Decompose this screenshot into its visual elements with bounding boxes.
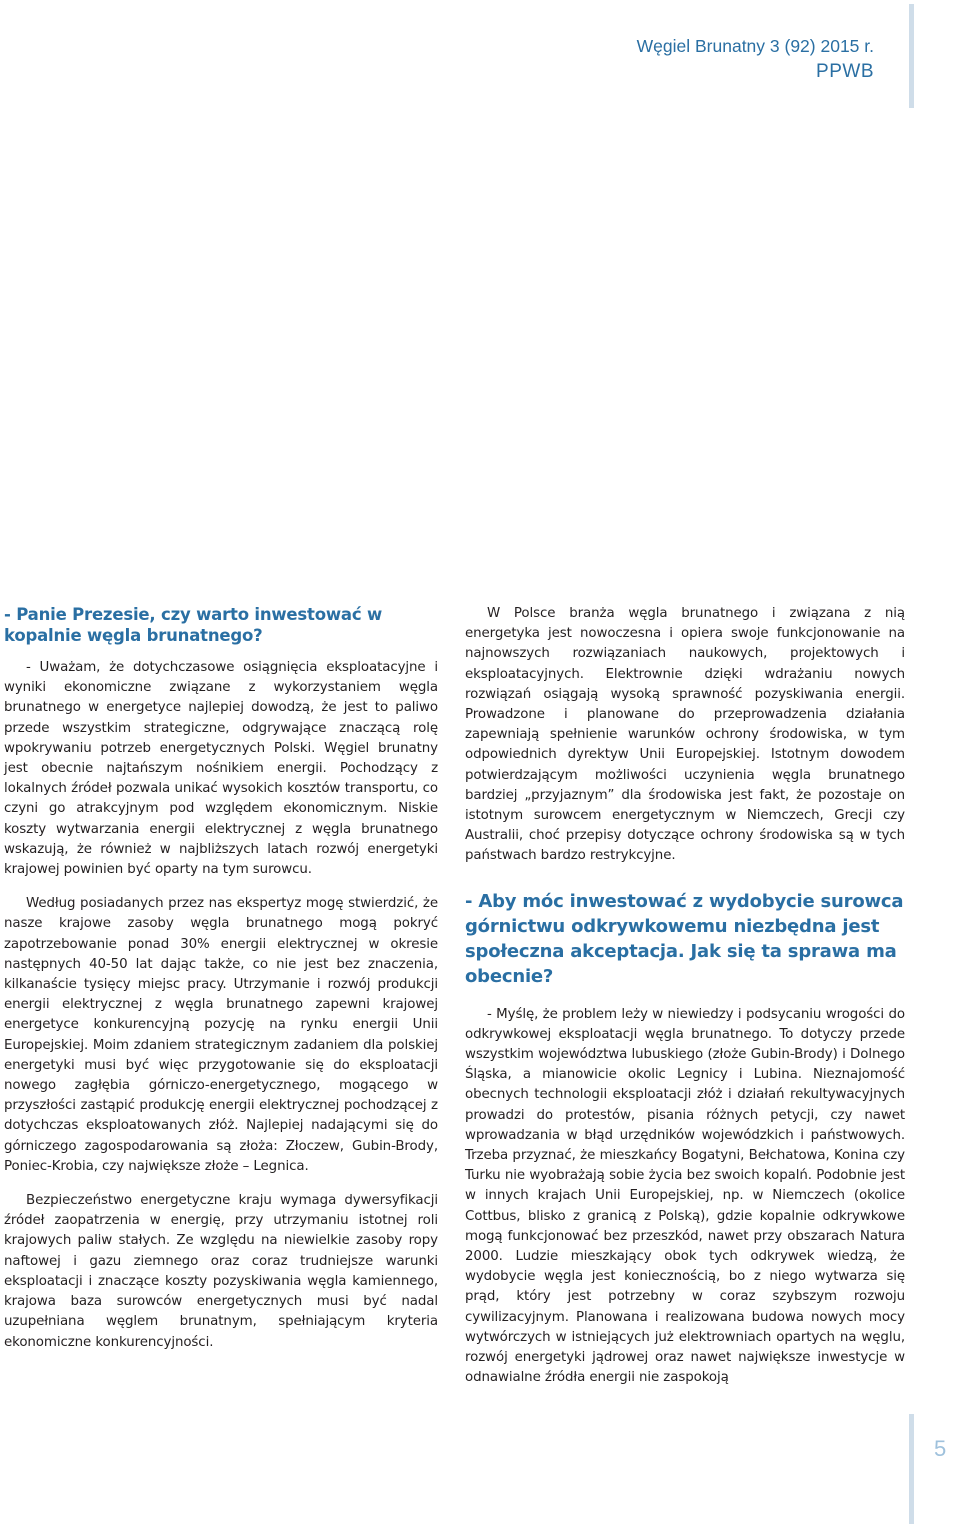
right-column: [465, 604, 905, 1403]
left-column: [4, 604, 438, 1367]
interview-question-1: - Panie Prezesie, czy warto inwestować w kopalnie węgla brunatnego?: [4, 605, 383, 645]
body-paragraph: - Uważam, że dotychczasowe osiągnięcia eksploatacyjne i wyniki ekonomiczne związane z wykorzystaniem węgla brunatnego w energetyce najlepiej dowodzą, że jest to paliwo przede wszystkim strategiczne, odgrywające znaczącą rolę wpokrywaniu potrzeb energetycznych Polski. Węgiel brunatny jest obecnie najtańszym nośnikiem energii. Pochodzący z lokalnych źródeł pozwala unikać wysokich kosztów transportu, co czyni go atrakcyjnym pod względem ekonomicznym. Niskie koszty wytwarzania energii elektrycznej z węgla brunatnego wskazują, że również w najbliższych latach rozwój energetyki krajowej powinien być oparty na tym surowcu.: [4, 660, 438, 878]
body-paragraph: Bezpieczeństwo energetyczne kraju wymaga dywersyfikacji źródeł zaopatrzenia w energię, przy utrzymaniu istotnej roli krajowych paliw stałych. Ze względu na niewielkie zasoby ropy naftowej i gazu ziemnego oraz coraz trudniejsze warunki eksploatacji i znaczące koszty pozyskiwania węgla kamiennego, krajowa baza surowców energetycznych musi być nadal uzupełniana węglem brunatnym, spełniającym kryteria ekonomiczne konkurencyjności.: [4, 1193, 438, 1350]
brand-name: PPWB: [816, 60, 874, 82]
publication-title: Węgiel Brunatny 3 (92) 2015 r.: [636, 36, 874, 56]
body-paragraph: - Myślę, że problem leży w niewiedzy i podsycaniu wrogości do odkrywkowej eksploatacji węgla brunatnego. To dotyczy przede wszystkim województwa lubuskiego (złoże Gubin-Brody) i Dolnego Śląska, a mianowicie okolic Legnicy i Lubina. Nieznajomość obecnych technologii eksploatacji złóż i działań rekultywacyjnych prowadzi do protestów, pisania różnych petycji, czy nawet wprowadzania w błąd urzędników wojewódzkich i państwowych. Trzeba przyznać, że mieszkańcy Bogatyni, Bełchatowa, Konina czy Turku nie wyobrażają sobie życia bez swoich kopalń. Podobnie jest w innych krajach Unii Europejskiej, np. w Niemczech (okolice Cottbus, blisko z granicą z Polską), gdzie kopalnie odkrywkowe mogą funkcjonować bez przeszkód, nawet przy obszarach Natura 2000. Ludzie mieszkający obok tych odkrywek wiedzą, że wydobycie węgla jest koniecznością, bo z niego wytwarza się prąd, który jest potrzebny w coraz szybszym rozwoju cywilizacyjnym. Planowana i realizowana budowa nowych mocy wytwórczych w istniejących już elektrowniach opartych na węglu, rozwój energetyki jądrowej oraz nawet największe inwestycje w odnawialne źródła energii nie zaspokoją: [465, 1006, 905, 1386]
page-number: 5: [934, 1436, 947, 1461]
body-paragraph: Według posiadanych przez nas ekspertyz mogę stwierdzić, że nasze krajowe zasoby węgla brunatnego mogą pokryć zapotrzebowanie ponad 30% energii elektrycznej w okresie następnych 40-50 lat dając także, co nie jest bez znaczenia, kilkanaście tysięcy miejsc pracy. Utrzymanie i rozwój produkcji energii elektrycznej z węgla brunatnego zapewni krajowej energetyce konkurencyjną pozycję na rynku energii Unii Europejskiej. Moim zdaniem strategicznym zadaniem dla polskiej energetyki musi być więc przygotowanie się do eksploatacji nowego zagłębia górniczo-energetycznego, mogącego w przyszłości zastąpić produkcję energii elektrycznej pochodzącej z dotychczas eksploatowanych złóż. Najlepiej nadającymi się do górniczego zagospodarowania są złoża: Złoczew, Gubin-Brody, Poniec-Krobia, czy największe złoże – Legnica.: [4, 896, 438, 1174]
running-header: [637, 36, 874, 84]
footer-accent-bar: [909, 1414, 914, 1524]
interview-question-2: - Aby móc inwestować z wydobycie surowca górnictwu odkrywkowemu niezbędna jest społeczna akceptacja. Jak się ta sprawa ma obecnie?: [465, 890, 904, 987]
body-paragraph: W Polsce branża węgla brunatnego i związana z nią energetyka jest nowoczesna i opiera swoje funkcjonowanie na najnowszych rozwiązaniach naukowych, projektowych i eksploatacyjnych. Elektrownie dzięki wdrażaniu nowych rozwiązań osiągają wysoką sprawność pozyskiwania energii. Prowadzone i planowane do przeprowadzenia działania zapewniają spełnienie warunków ochrony środowiska, w tym odpowiednich dyrektyw Unii Europejskiej. Istotnym dowodem potwierdzającym możliwości uczynienia węgla brunatnego bardziej „przyjaznym” dla środowiska jest fakt, że pozostaje on istotnym surowcem energetycznym w Niemczech, Grecji czy Australii, choć przepisy dotyczące ochrony środowiska są w tych państwach bardzo restrykcyjne.: [465, 606, 905, 864]
header-accent-bar: [909, 4, 914, 108]
